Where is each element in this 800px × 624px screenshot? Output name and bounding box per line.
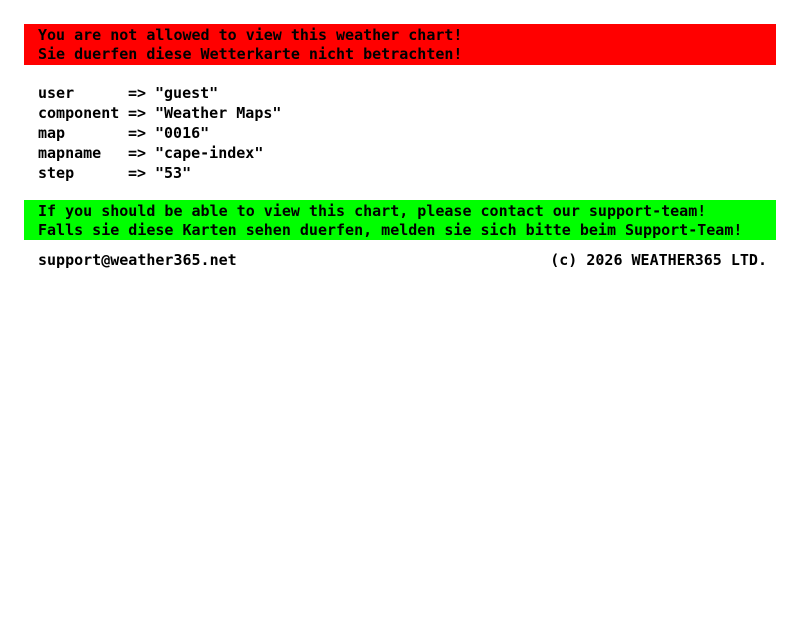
error-banner bbox=[24, 24, 776, 65]
error-banner-line-de: Sie duerfen diese Wetterkarte nicht betrachten! bbox=[38, 45, 463, 63]
detail-arrow: => bbox=[128, 124, 147, 142]
info-banner-line-en: If you should be able to view this chart, please contact our support-team! bbox=[38, 202, 707, 220]
detail-row-user bbox=[38, 83, 800, 103]
detail-value: "guest" bbox=[155, 84, 219, 102]
detail-arrow: => bbox=[128, 104, 147, 122]
detail-row-mapname bbox=[38, 143, 800, 163]
detail-value: "cape-index" bbox=[155, 144, 264, 162]
info-banner bbox=[24, 200, 776, 240]
detail-arrow: => bbox=[128, 144, 147, 162]
support-email: support@weather365.net bbox=[38, 251, 237, 269]
error-banner-line-en: You are not allowed to view this weather chart! bbox=[38, 26, 463, 44]
detail-arrow: => bbox=[128, 164, 147, 182]
footer bbox=[24, 251, 776, 270]
detail-value: "0016" bbox=[155, 124, 210, 142]
detail-row-step bbox=[38, 163, 800, 183]
detail-key: component bbox=[38, 104, 120, 122]
detail-value: "53" bbox=[155, 164, 192, 182]
detail-key: user bbox=[38, 84, 75, 102]
detail-arrow: => bbox=[128, 84, 147, 102]
detail-value: "Weather Maps" bbox=[155, 104, 282, 122]
detail-key: mapname bbox=[38, 144, 102, 162]
detail-key: step bbox=[38, 164, 75, 182]
detail-row-component bbox=[38, 103, 800, 123]
copyright: (c) 2026 WEATHER365 LTD. bbox=[550, 251, 767, 269]
request-details bbox=[38, 83, 800, 183]
detail-key: map bbox=[38, 124, 66, 142]
info-banner-line-de: Falls sie diese Karten sehen duerfen, melden sie sich bitte beim Support-Team! bbox=[38, 221, 743, 239]
detail-row-map bbox=[38, 123, 800, 143]
